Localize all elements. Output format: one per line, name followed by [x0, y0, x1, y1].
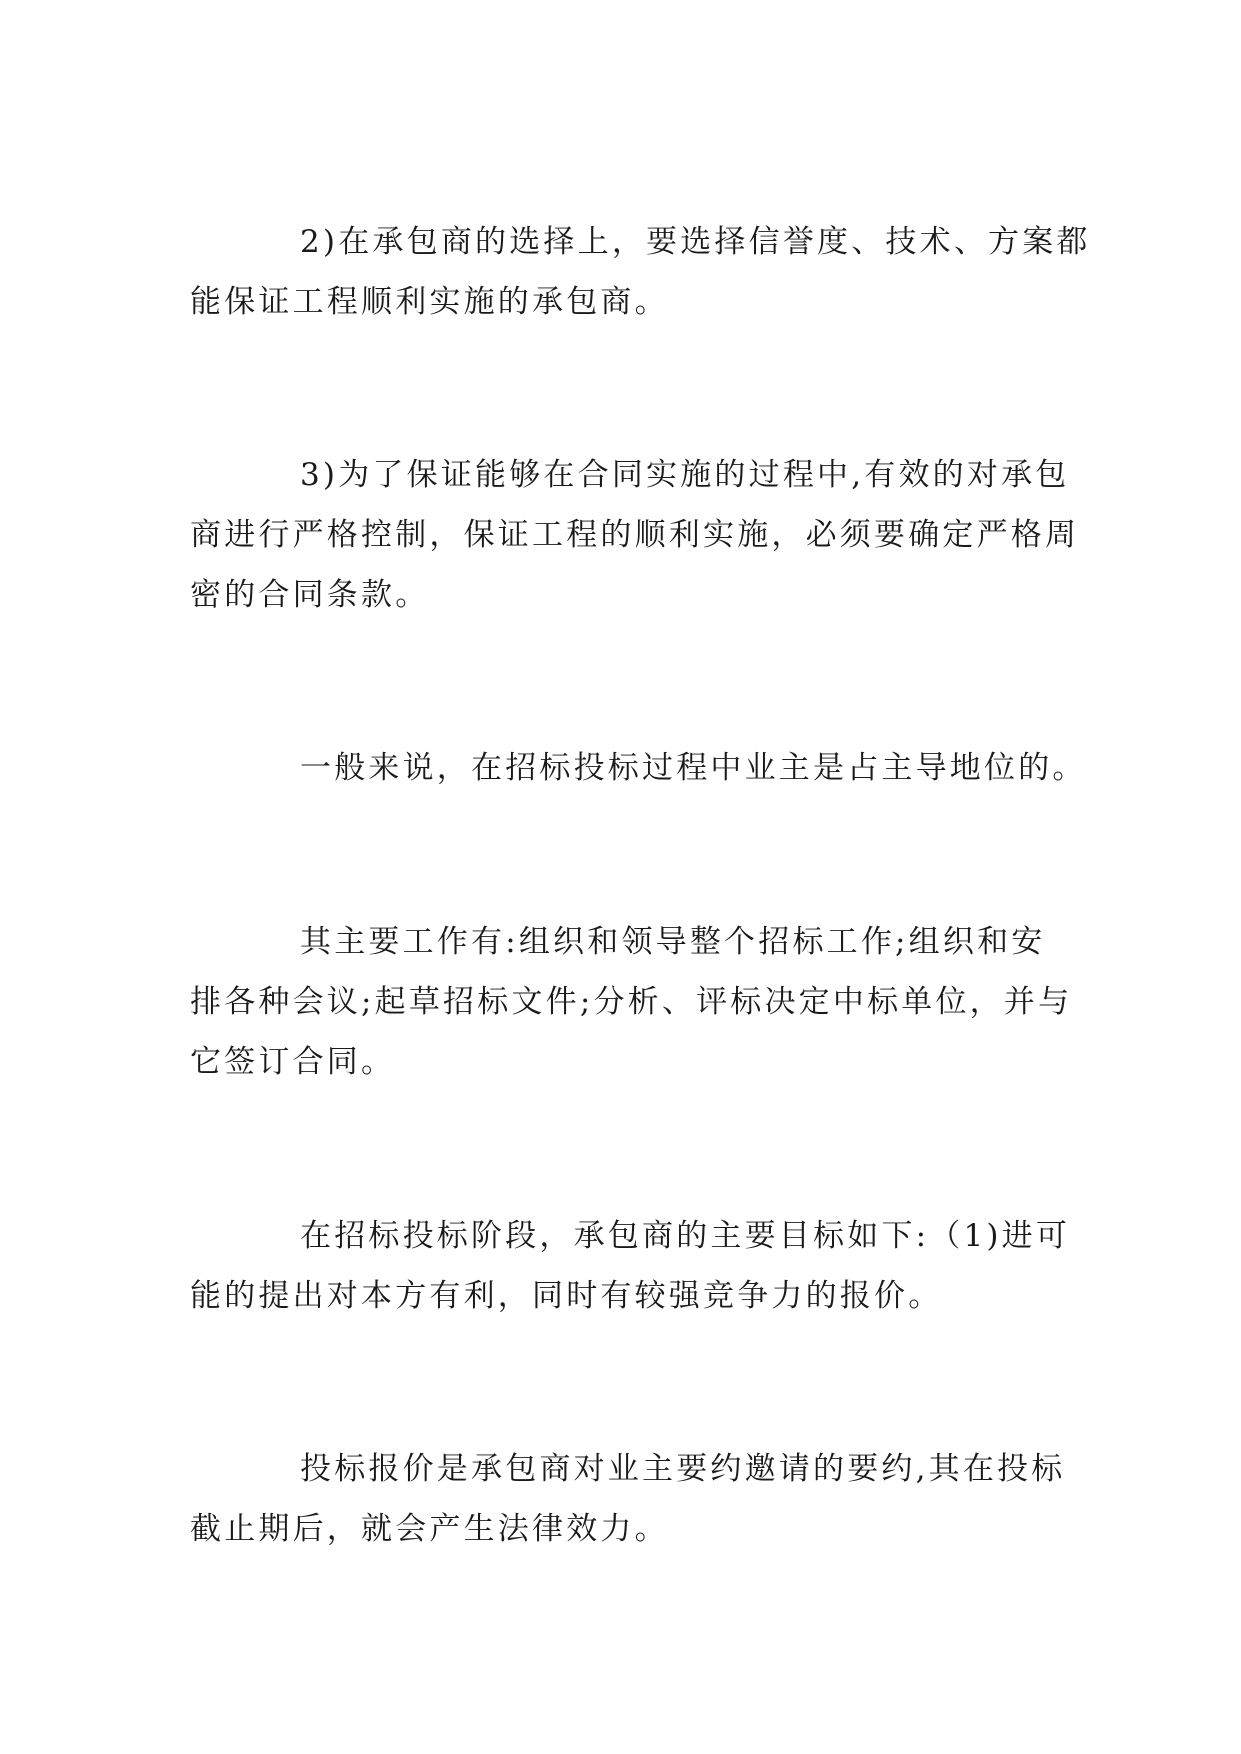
- paragraph-line: 它签订合同。: [190, 1044, 396, 1080]
- paragraph-line: 截止期后，就会产生法律效力。: [190, 1511, 669, 1547]
- paragraph-line: 一般来说，在招标投标过程中业主是占主导地位的。: [300, 750, 1087, 786]
- paragraph-line: 2)在承包商的选择上，要选择信誉度、技术、方案都: [300, 224, 1091, 260]
- paragraph-line: 投标报价是承包商对业主要约邀请的要约,其在投标: [300, 1451, 1066, 1487]
- paragraph-line: 在招标投标阶段，承包商的主要目标如下:（1)进可: [300, 1218, 1071, 1254]
- paragraph-line: 排各种会议;起草招标文件;分析、评标决定中标单位，并与: [190, 984, 1073, 1020]
- paragraph-line: 能保证工程顺利实施的承包商。: [190, 284, 669, 320]
- paragraph-line: 其主要工作有:组织和领导整个招标工作;组织和安: [300, 924, 1046, 960]
- paragraph-line: 3)为了保证能够在合同实施的过程中,有效的对承包: [300, 457, 1070, 493]
- paragraph-line: 能的提出对本方有利，同时有较强竞争力的报价。: [190, 1278, 943, 1314]
- paragraph-line: 密的合同条款。: [190, 577, 430, 613]
- paragraph-line: 商进行严格控制，保证工程的顺利实施，必须要确定严格周: [190, 517, 1080, 553]
